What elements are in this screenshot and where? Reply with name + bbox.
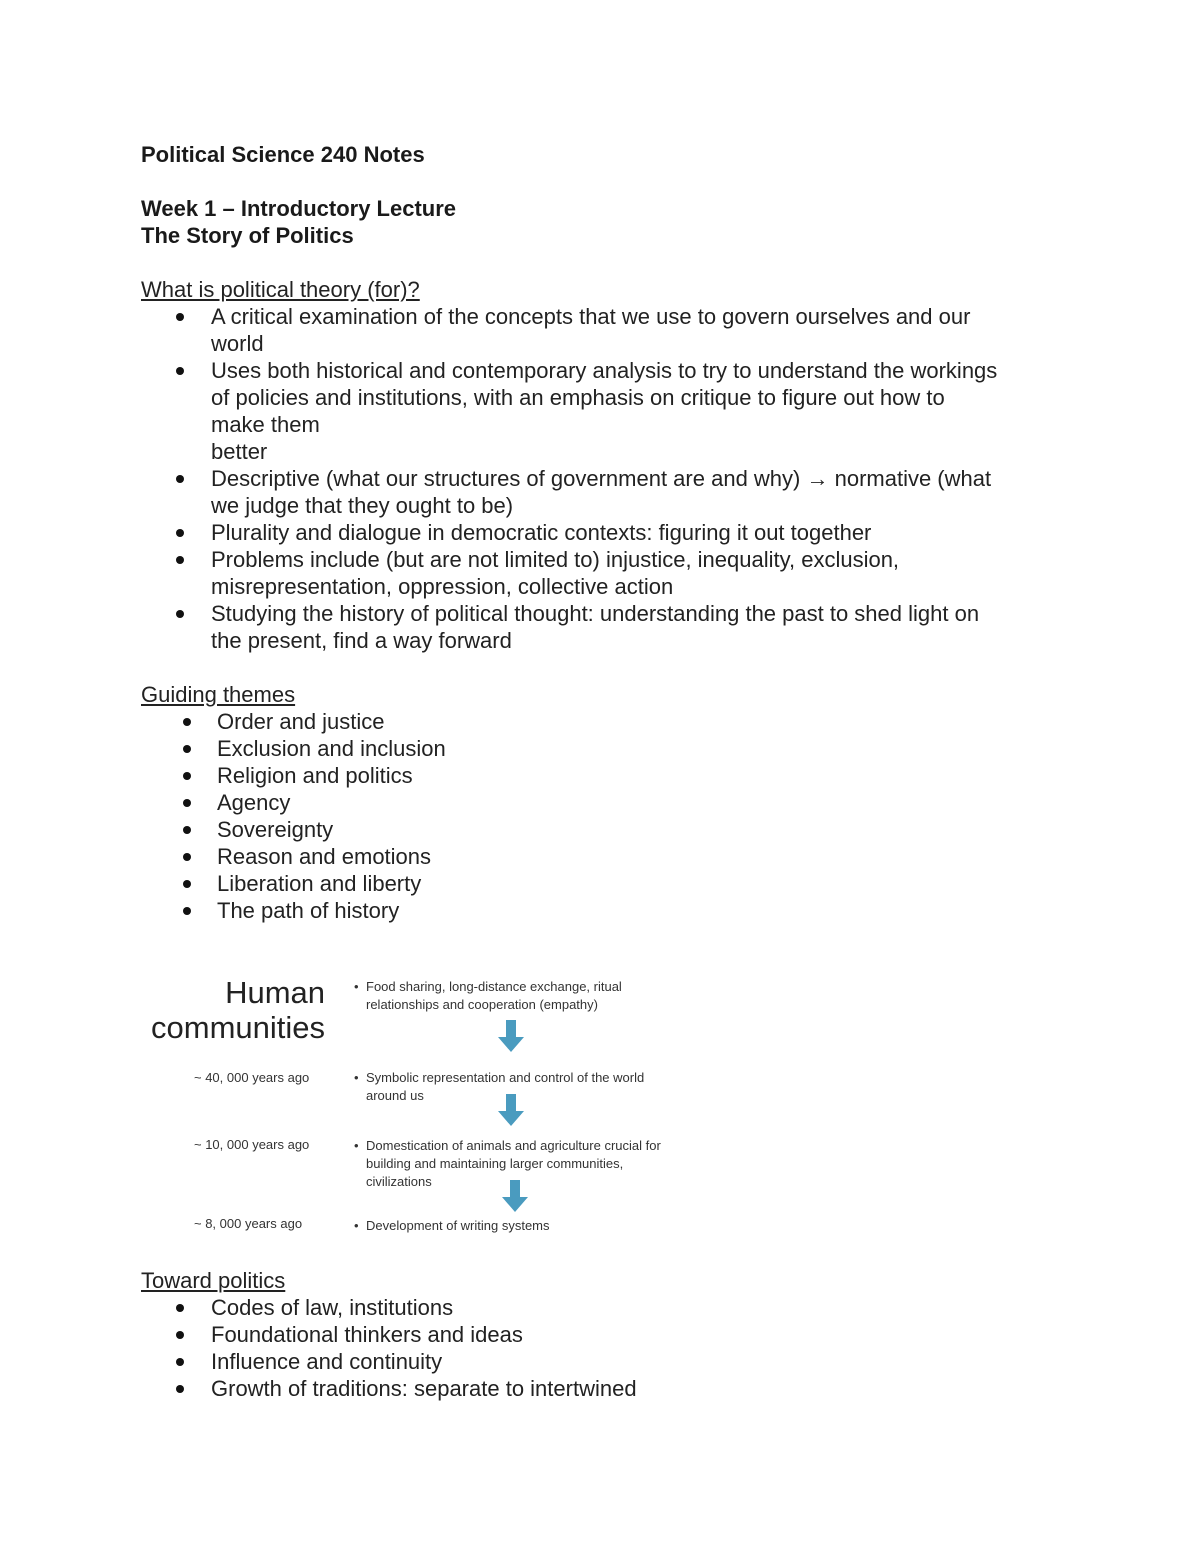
right-arrow-icon: → (806, 466, 829, 491)
bullet-icon (183, 853, 191, 861)
bullet-icon (176, 1385, 184, 1393)
list-item: Liberation and liberty (141, 870, 1061, 897)
list-item: Order and justice (141, 708, 1061, 735)
list-item: Sovereignty (141, 816, 1061, 843)
bullet-icon: • (354, 1138, 359, 1153)
bullet-icon (176, 313, 184, 321)
document-title: Political Science 240 Notes (141, 142, 425, 167)
diagram-time-label: ~ 8, 000 years ago (194, 1216, 303, 1231)
diagram-title: Human communities (151, 975, 325, 1045)
human-communities-diagram (141, 970, 701, 1240)
bullet-icon (183, 745, 191, 753)
bullet-icon (183, 718, 191, 726)
bullet-icon (176, 1331, 184, 1339)
list-item: Studying the history of political thought: understanding the past to shed light on the present, find a way forward (141, 600, 1061, 654)
diagram-item: • Food sharing, long-distance exchange, ritual relationships and cooperation (empathy) (354, 979, 622, 1012)
list-item: Agency (141, 789, 1061, 816)
diagram-time-label: ~ 10, 000 years ago (194, 1137, 310, 1152)
political-theory-list (141, 303, 1061, 654)
diagram-item: • Development of writing systems (354, 1218, 550, 1233)
down-arrow-icon (498, 1094, 524, 1126)
toward-politics-section (141, 1267, 1061, 1402)
bullet-icon: • (354, 979, 359, 994)
document-page (141, 141, 1061, 924)
bullet-icon (176, 475, 184, 483)
list-item: A critical examination of the concepts that we use to govern ourselves and our world (141, 303, 1061, 357)
list-item: Plurality and dialogue in democratic contexts: figuring it out together (141, 519, 1061, 546)
section-heading-guiding-themes: Guiding themes (141, 682, 296, 707)
down-arrow-icon (502, 1180, 528, 1212)
section-heading-toward-politics: Toward politics (141, 1268, 286, 1293)
bullet-icon (183, 880, 191, 888)
down-arrow-icon (498, 1020, 524, 1052)
bullet-icon (176, 556, 184, 564)
list-item: The path of history (141, 897, 1061, 924)
list-item: Growth of traditions: separate to intertwined (141, 1375, 1061, 1402)
list-item: Influence and continuity (141, 1348, 1061, 1375)
diagram-item: • Domestication of animals and agriculture crucial for building and maintaining larger communities, civilizations (354, 1138, 661, 1189)
list-item: Exclusion and inclusion (141, 735, 1061, 762)
list-item: Descriptive (what our structures of government are and why) → normative (what we judge that they ought to be) (141, 465, 1061, 519)
diagram-item: • Symbolic representation and control of the world around us (354, 1070, 645, 1103)
list-item: Reason and emotions (141, 843, 1061, 870)
bullet-icon (183, 772, 191, 780)
bullet-icon (176, 1304, 184, 1312)
list-item: Codes of law, institutions (141, 1294, 1061, 1321)
lecture-subtitle: The Story of Politics (141, 223, 354, 248)
bullet-icon (183, 907, 191, 915)
diagram-time-label: ~ 40, 000 years ago (194, 1070, 310, 1085)
bullet-icon (176, 1358, 184, 1366)
bullet-icon: • (354, 1070, 359, 1085)
list-item: Problems include (but are not limited to) injustice, inequality, exclusion, misrepresentation, oppression, collective action (141, 546, 1061, 600)
toward-politics-list (141, 1294, 1061, 1402)
week-heading: Week 1 – Introductory Lecture (141, 196, 457, 221)
list-item: Religion and politics (141, 762, 1061, 789)
list-item: Uses both historical and contemporary analysis to try to understand the workings of policies and institutions, with an emphasis on critique to figure out how to make them better (141, 357, 1061, 465)
bullet-icon (176, 367, 184, 375)
bullet-icon (176, 529, 184, 537)
section-heading-political-theory: What is political theory (for)? (141, 277, 420, 302)
bullet-icon (176, 610, 184, 618)
bullet-icon (183, 826, 191, 834)
guiding-themes-list (141, 708, 1061, 924)
bullet-icon: • (354, 1218, 359, 1233)
list-item: Foundational thinkers and ideas (141, 1321, 1061, 1348)
bullet-icon (183, 799, 191, 807)
